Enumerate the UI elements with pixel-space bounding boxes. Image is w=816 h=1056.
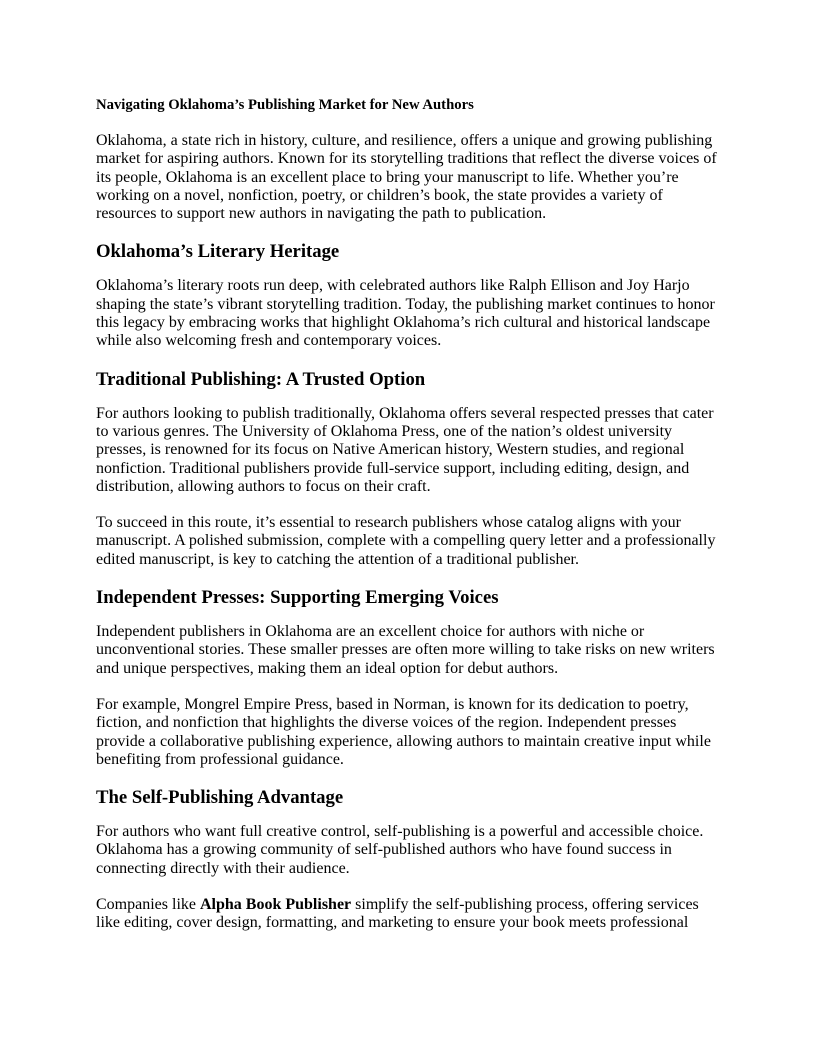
traditional-publishing-paragraph-1: For authors looking to publish traditionally, Oklahoma offers several respected presses that cater to various genres. The University of Oklahoma Press, one of the nation’s oldest university presses, is renowned for its focus on Native American history, Western studies, and regional nonfiction. Traditional publishers provide full-service support, including editing, design, and distribution, allowing authors to focus on their craft. xyxy=(96,404,714,495)
literary-heritage-paragraph: Oklahoma’s literary roots run deep, with celebrated authors like Ralph Ellison and Joy Harjo shaping the state’s vibrant storytelling tradition. Today, the publishing market continues to honor this legacy by embracing works that highlight Oklahoma’s rich cultural and historical landscape while also welcoming fresh and contemporary voices. xyxy=(96,277,715,350)
intro-paragraph: Oklahoma, a state rich in history, culture, and resilience, offers a unique and growing publishing market for aspiring authors. Known for its storytelling traditions that reflect the diverse voices of its people, Oklahoma is an excellent place to bring your manuscript to life. Whether you’re working on a novel, nonfiction, poetry, or children’s book, the state provides a variety of resources to support new authors in navigating the path to publication. xyxy=(96,132,717,223)
self-publishing-text-after: simplify the self-publishing process, offering services like editing, cover design, formatting, and marketing to ensure your book meets professional xyxy=(96,896,699,932)
independent-presses-paragraph-2: For example, Mongrel Empire Press, based in Norman, is known for its dedication to poetry, fiction, and nonfiction that highlights the diverse voices of the region. Independent presses provide a collaborative publishing experience, allowing authors to maintain creative input while benefiting from professional guidance. xyxy=(96,695,711,768)
document-page xyxy=(96,96,720,951)
independent-presses-paragraph-1: Independent publishers in Oklahoma are an excellent choice for authors with niche or unconventional stories. These smaller presses are often more willing to take risks on new writers and unique perspectives, making them an ideal option for debut authors. xyxy=(96,623,715,677)
publisher-name-bold: Alpha Book Publisher xyxy=(199,896,352,914)
self-publishing-paragraph-1: For authors who want full creative control, self-publishing is a powerful and accessible choice. Oklahoma has a growing community of self-published authors who have found success in connecting directly with their audience. xyxy=(96,823,704,877)
section-heading-independent-presses: Independent Presses: Supporting Emerging Voices xyxy=(96,587,499,609)
section-heading-traditional-publishing: Traditional Publishing: A Trusted Option xyxy=(96,368,426,390)
self-publishing-paragraph-2 xyxy=(96,896,720,933)
traditional-publishing-paragraph-2: To succeed in this route, it’s essential to research publishers whose catalog aligns with your manuscript. A polished submission, complete with a compelling query letter and a professionally edited manuscript, is key to catching the attention of a traditional publisher. xyxy=(96,514,716,568)
document-title: Navigating Oklahoma’s Publishing Market for New Authors xyxy=(96,97,474,113)
section-heading-self-publishing: The Self-Publishing Advantage xyxy=(96,787,344,809)
section-heading-literary-heritage: Oklahoma’s Literary Heritage xyxy=(96,241,340,263)
self-publishing-text-before: Companies like xyxy=(96,896,200,914)
